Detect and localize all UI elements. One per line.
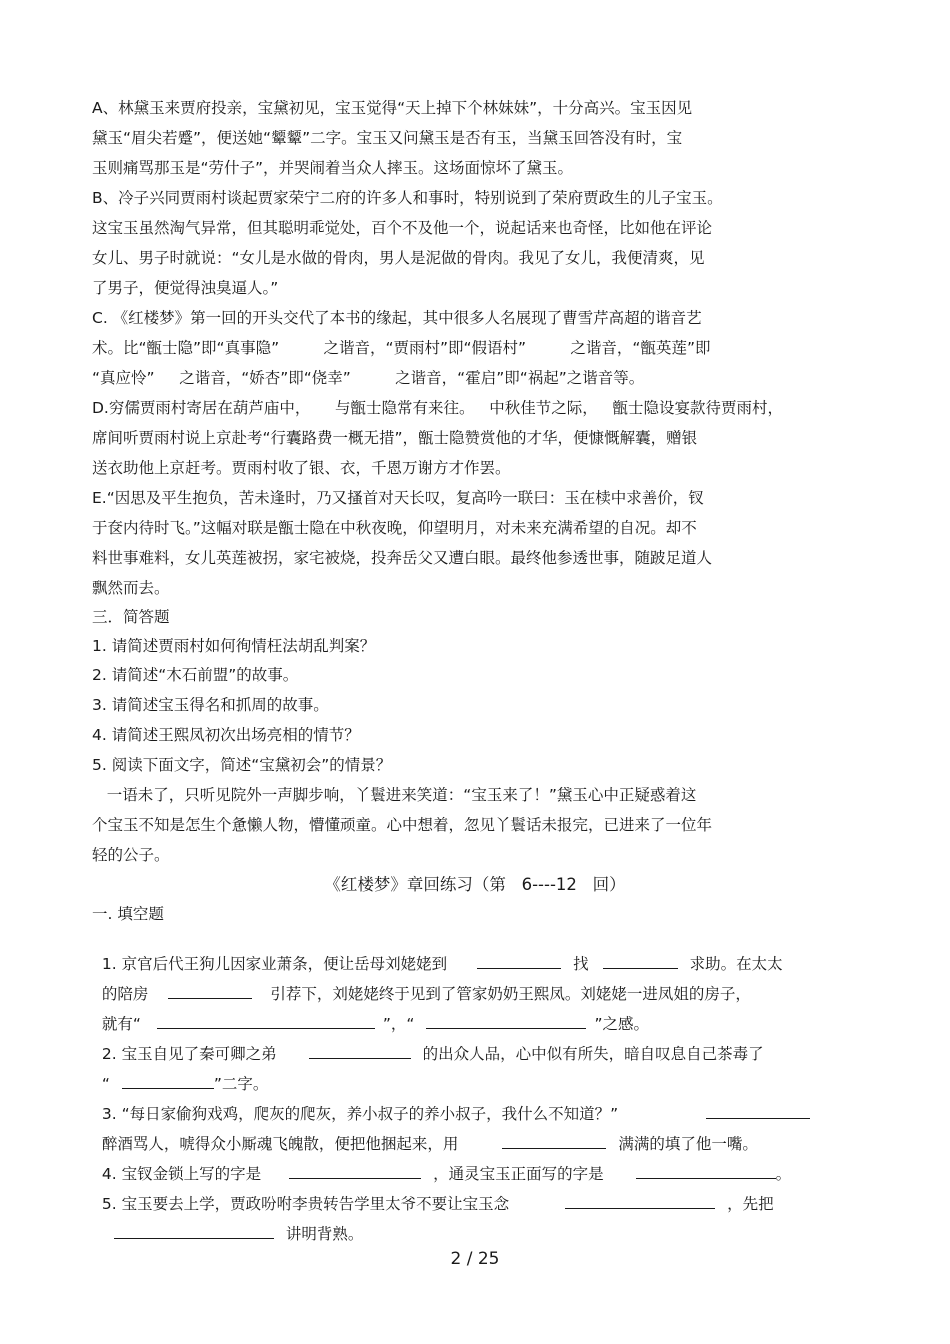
fill-q2-text-a: 2. 宝玉自见了秦可卿之弟 (101, 1045, 277, 1063)
choice-c-line-2: 术。比“甑士隐”即“真事隐” 之谐音，“贾雨村”即“假语村” 之谐音，“甑英莲”即 (92, 339, 711, 357)
choice-d-line-1: D.穷儒贾雨村寄居在葫芦庙中， 与甑士隐常有来往。 中秋佳节之际， 甑士隐设宴款待贾雨村， (92, 399, 784, 417)
fill-q1-text-d: 的陪房 (101, 985, 149, 1003)
choice-b-line-2: 这宝玉虽然淘气异常，但其聪明乖觉处，百个不及他一个，说起话来也奇怪，比如他在评论 (92, 219, 713, 237)
fill-q4-text-c: 。 (775, 1165, 792, 1183)
fill-q3-text-a: 3. “每日家偷狗戏鸡，爬灰的爬灰，养小叔子的养小叔子，我什么不知道？” (101, 1105, 619, 1123)
reading-passage-line-1: 一语未了，只听见院外一声脚步响，丫鬟进来笑道：“宝玉来了！”黛玉心中正疑惑着这 (92, 786, 697, 804)
question-2: 2. 请简述“木石前盟”的故事。 (92, 666, 299, 684)
fill-q5-text-c: 讲明背熟。 (285, 1225, 364, 1243)
fill-q1-text-h: ”之感。 (594, 1015, 649, 1033)
question-5: 5. 阅读下面文字，简述“宝黛初会”的情景？ (92, 756, 392, 774)
fill-q4-text-b: ，通灵宝玉正面写的字是 (433, 1165, 604, 1183)
fill-q1-text-f: 就有“ (101, 1015, 141, 1033)
choice-e-line-2: 于奁内待时飞。”这幅对联是甑士隐在中秋夜晚，仰望明月，对未来充满希望的自况。却不 (92, 519, 697, 537)
choice-b-line-4: 了男子，便觉得浊臭逼人。” (92, 279, 279, 297)
fill-blank-q5-1[interactable] (565, 1193, 715, 1209)
fill-q1-text-e: 引荐下，刘姥姥终于见到了管家奶奶王熙凤。刘姥姥一进凤姐的房子， (270, 985, 751, 1003)
fill-q5-text-a: 5. 宝玉要去上学，贾政吩咐李贵转告学里太爷不要让宝玉念 (101, 1195, 510, 1213)
page-number: 2 / 25 (450, 1249, 500, 1269)
fill-q2-text-c: “ (101, 1075, 110, 1093)
chapter-title: 《红楼梦》章回练习（第 6----12 回） (324, 875, 626, 894)
fill-q3-text-c: 满满的填了他一嘴。 (618, 1135, 758, 1153)
choice-e-line-4: 飘然而去。 (92, 579, 170, 597)
fill-q1-text-b: 找 (573, 955, 589, 973)
fill-q1-text-a: 1. 京官后代王狗儿因家业萧条，便让岳母刘姥姥到 (101, 955, 448, 973)
choice-c-line-1: C. 《红楼梦》第一回的开头交代了本书的缘起，其中很多人名展现了曹雪芹高超的谐音艺 (92, 309, 702, 327)
reading-passage-line-2: 个宝玉不知是怎生个惫懒人物，懵懂顽童。心中想着，忽见丫鬟话未报完，已进来了一位年 (92, 816, 713, 834)
fill-q5-text-b: ，先把 (727, 1195, 774, 1213)
fill-blank-q2-1[interactable] (309, 1043, 411, 1059)
choice-b-line-1: B、冷子兴同贾雨村谈起贾家荣宁二府的许多人和事时，特别说到了荣府贾政生的儿子宝玉。 (92, 189, 723, 207)
choice-a-line-1: A、林黛玉来贾府投亲，宝黛初见，宝玉觉得“天上掉下个林妹妹”，十分高兴。宝玉因见 (92, 99, 693, 117)
choice-e-line-3: 料世事难料，女儿英莲被拐，家宅被烧，投奔岳父又遭白眼。最终他参透世事，随跛足道人 (92, 549, 713, 567)
fill-q2-text-d: ”二字。 (213, 1075, 269, 1093)
fill-q4-text-a: 4. 宝钗金锁上写的字是 (101, 1165, 262, 1183)
fill-heading: 一. 填空题 (92, 905, 164, 923)
fill-q1-text-c: 求助。在太太 (689, 955, 783, 973)
section3-heading: 三．简答题 (92, 608, 170, 626)
question-4: 4. 请简述王熙凤初次出场亮相的情节？ (92, 726, 360, 744)
question-1: 1. 请简述贾雨村如何徇情枉法胡乱判案？ (92, 637, 376, 655)
choice-a-line-3: 玉则痛骂那玉是“劳什子”，并哭闹着当众人摔玉。这场面惊坏了黛玉。 (92, 159, 574, 177)
choice-c-line-3: “真应怜” 之谐音，“娇杏”即“侥幸” 之谐音，“霍启”即“祸起”之谐音等。 (92, 369, 645, 387)
fill-blank-q5-2[interactable] (114, 1223, 274, 1239)
choice-b-line-3: 女儿、男子时就说：“女儿是水做的骨肉，男人是泥做的骨肉。我见了女儿，我便清爽，见 (92, 249, 705, 267)
fill-q2-text-b: 的出众人品，心中似有所失，暗自叹息自己茶毒了 (422, 1045, 764, 1063)
fill-q5-line-2 (92, 1203, 363, 1244)
reading-passage-line-3: 轻的公子。 (92, 846, 170, 864)
question-3: 3. 请简述宝玉得名和抓周的故事。 (92, 696, 329, 714)
choice-d-line-2: 席间听贾雨村说上京赴考“行囊路费一概无措”，甑士隐赞赏他的才华，便慷慨解囊，赠银 (92, 429, 698, 447)
fill-q1-text-g: ”，“ (382, 1015, 415, 1033)
choice-e-line-1: E.“因思及平生抱负，苦未逢时，乃又搔首对天长叹，复高吟一联曰：玉在椟中求善价，钗 (92, 489, 704, 507)
fill-q3-text-b: 醉酒骂人，唬得众小厮魂飞魄散，便把他捆起来，用 (101, 1135, 459, 1153)
choice-d-line-3: 送衣助他上京赶考。贾雨村收了银、衣，千恩万谢方才作罢。 (92, 459, 511, 477)
choice-a-line-2: 黛玉“眉尖若蹙”，便送她“颦颦”二字。宝玉又问黛玉是否有玉，当黛玉回答没有时，宝 (92, 129, 683, 147)
